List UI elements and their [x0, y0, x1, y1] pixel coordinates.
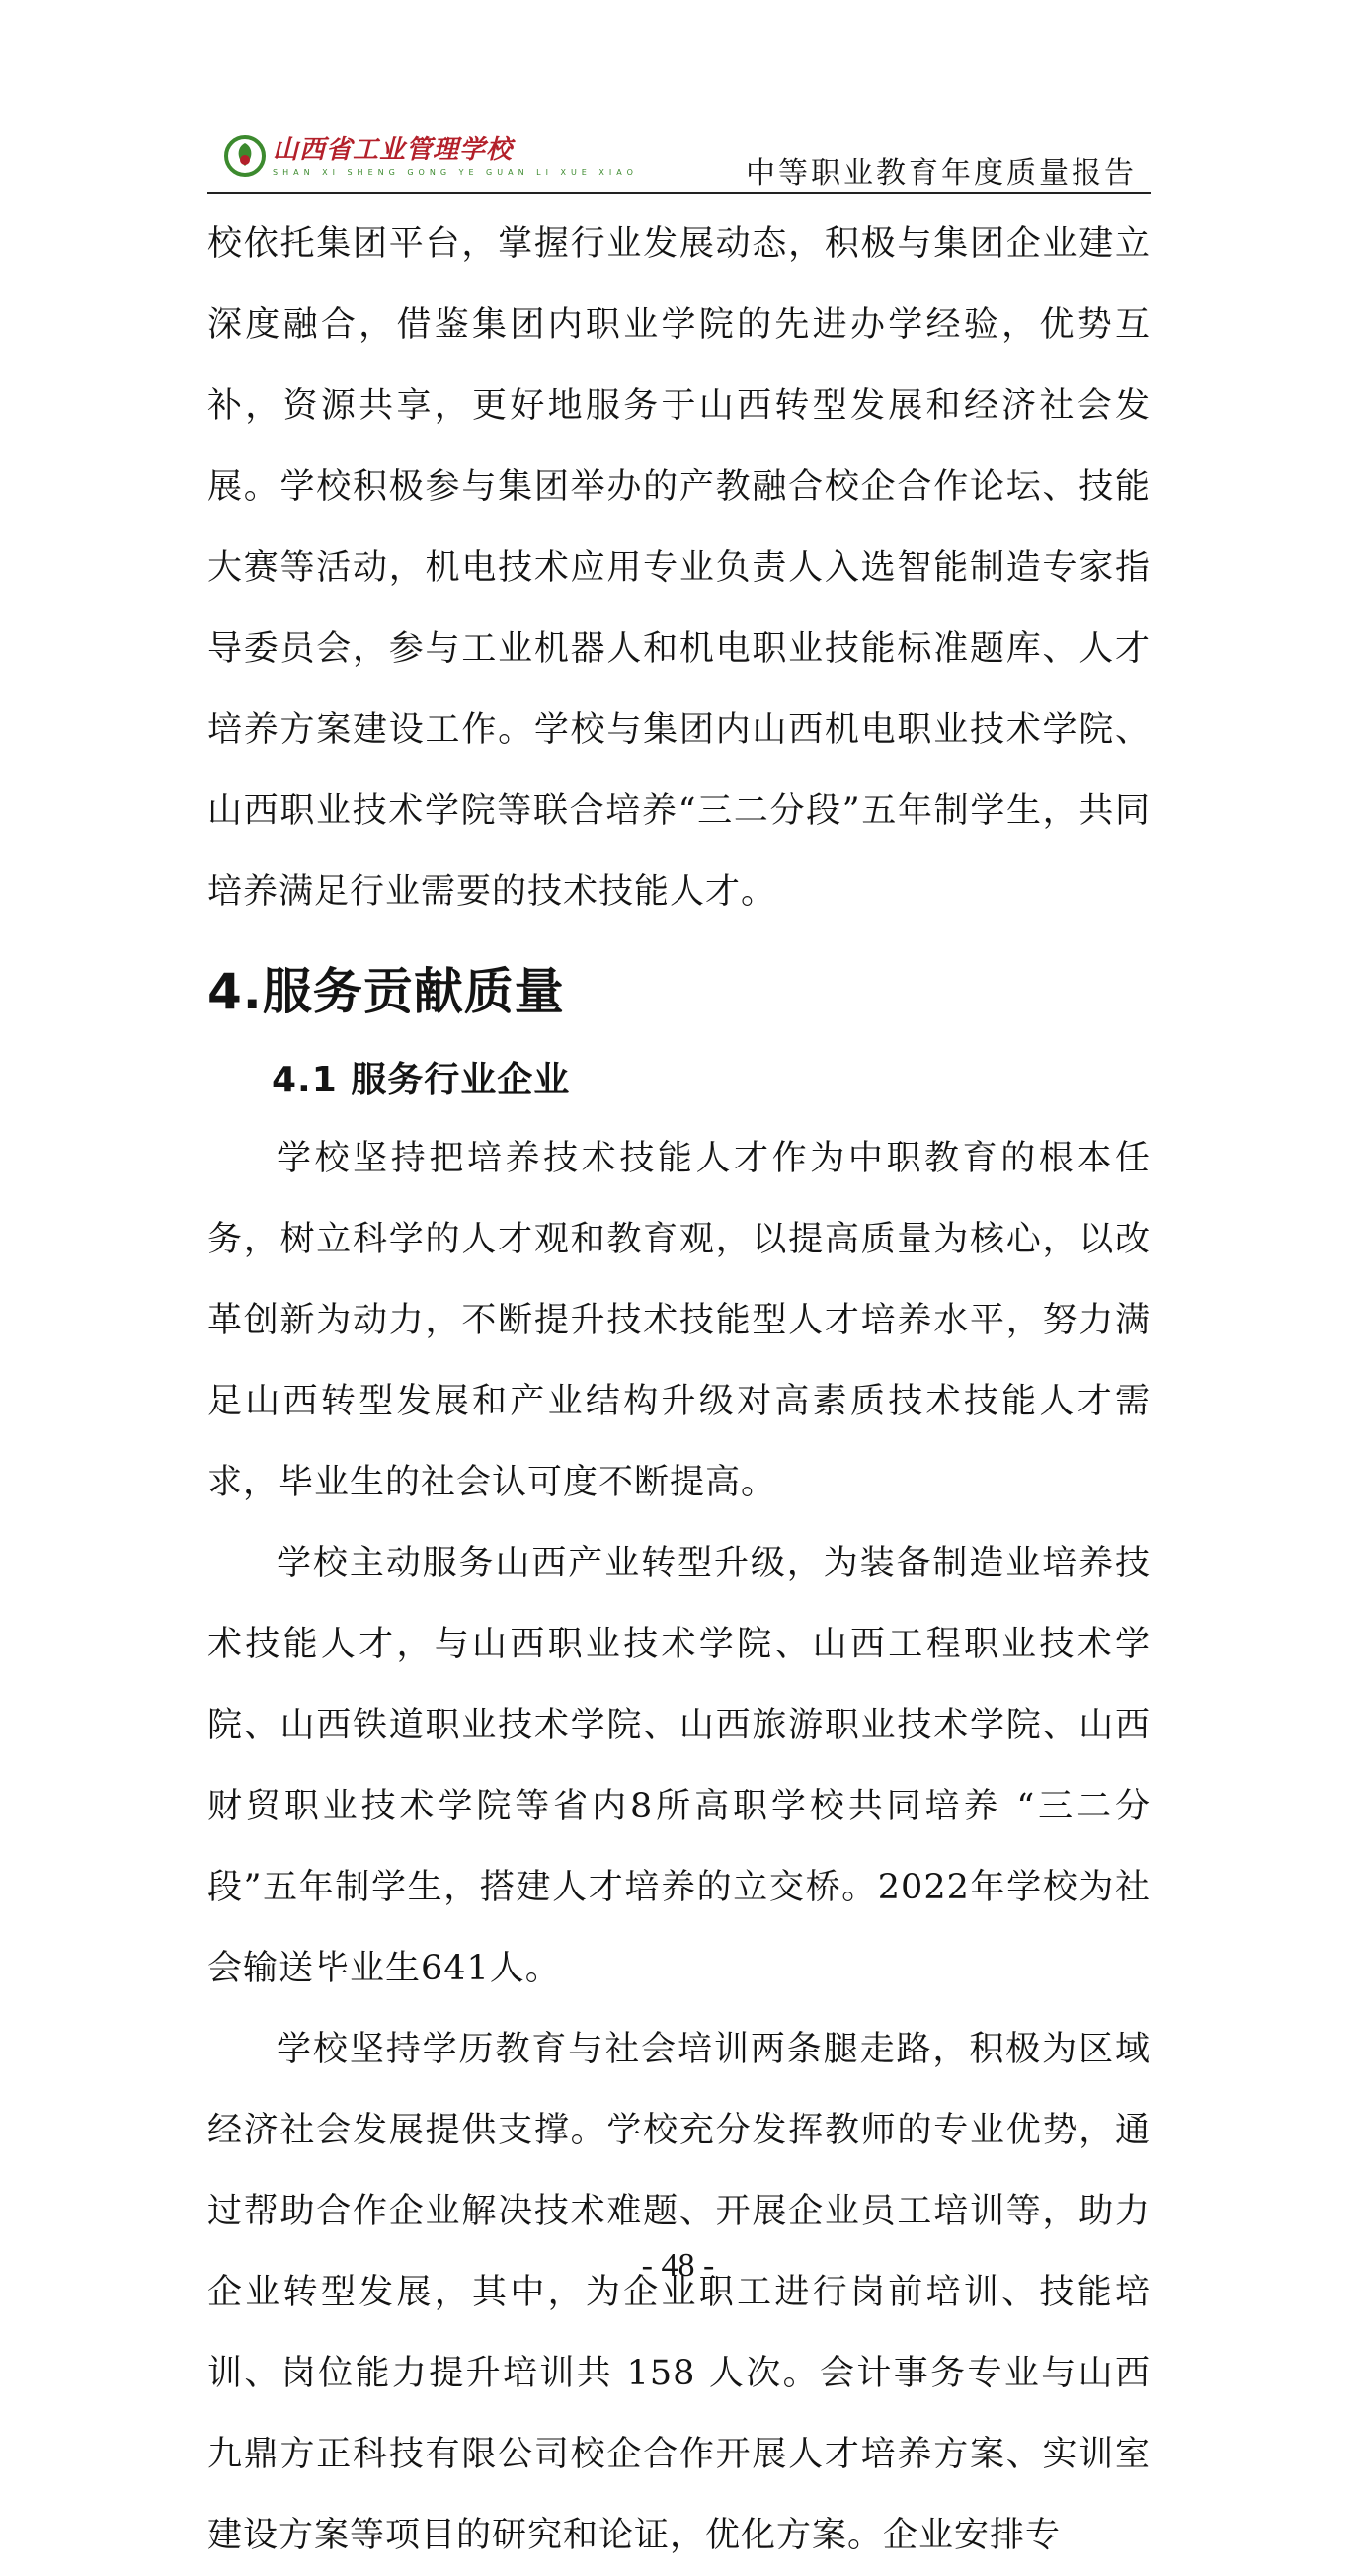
subsection-heading: 4.1 服务行业企业 [272, 1060, 571, 1100]
page-number: - 48 - [641, 2247, 715, 2284]
report-title: 中等职业教育年度质量报告 [746, 156, 1137, 191]
page-body [207, 194, 1151, 2576]
paragraph: 学校坚持学历教育与社会培训两条腿走路，积极为区域经济社会发展提供支撑。学校充分发挥教师的专业优势，通过帮助合作企业解决技术难题、开展企业员工培训等，助力企业转型发展，其中，为企业职工进行岗前培训、技能培训、岗位能力提升培训共 158 人次。会计事务专业与山西九鼎方正科技有限公司校企合作开展人才培养方案、实训室建设方案等项目的研究和论证，优化方案。企业安排专 [207, 2030, 1151, 2555]
school-logo [223, 134, 638, 178]
school-name-pinyin: SHAN XI SHENG GONG YE GUAN LI XUE XIAO [273, 168, 638, 177]
paragraph-continued: 校依托集团平台，掌握行业发展动态，积极与集团企业建立深度融合，借鉴集团内职业学院的先进办学经验，优势互补，资源共享，更好地服务于山西转型发展和经济社会发展。学校积极参与集团举办的产教融合校企合作论坛、技能大赛等活动，机电技术应用专业负责人入选智能制造专家指导委员会，参与工业机器人和机电职业技能标准题库、人才培养方案建设工作。学校与集团内山西机电职业技术学院、山西职业技术学院等联合培养“三二分段”五年制学生，共同培养满足行业需要的技术技能人才。 [207, 224, 1151, 912]
paragraph: 学校主动服务山西产业转型升级，为装备制造业培养技术技能人才，与山西职业技术学院、山西工程职业技术学院、山西铁道职业技术学院、山西旅游职业技术学院、山西财贸职业技术学院等省内8所高职学校共同培养 “三二分段”五年制学生，搭建人才培养的立交桥。2022年学校为社会输送毕业生641人。 [207, 1544, 1151, 1988]
school-emblem-icon [223, 134, 267, 178]
school-name: 山西省工业管理学校 [273, 135, 514, 165]
section-heading: 4.服务贡献质量 [207, 963, 565, 1020]
page-header [207, 126, 1151, 194]
paragraph: 学校坚持把培养技术技能人才作为中职教育的根本任务，树立科学的人才观和教育观，以提高质量为核心，以改革创新为动力，不断提升技术技能型人才培养水平，努力满足山西转型发展和产业结构升级对高素质技术技能人才需求，毕业生的社会认可度不断提高。 [207, 1139, 1151, 1502]
